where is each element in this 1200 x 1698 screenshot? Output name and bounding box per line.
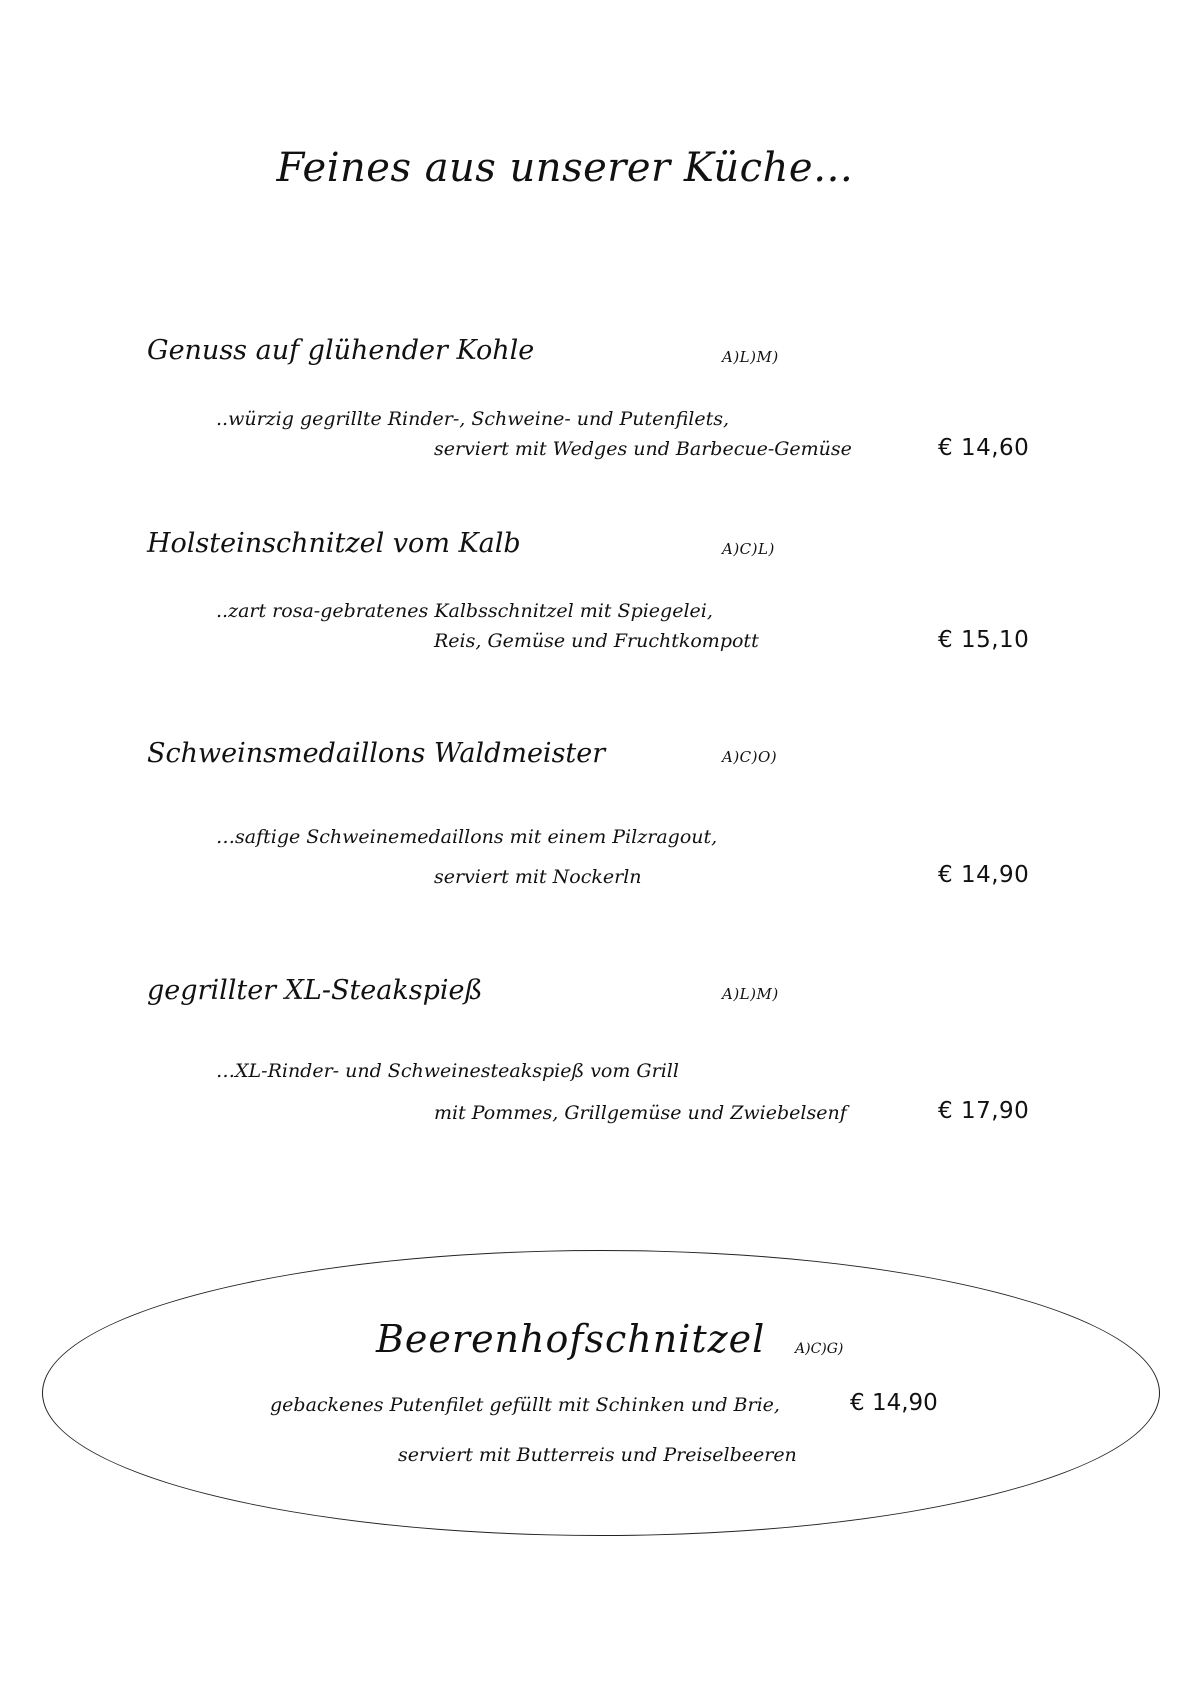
dish-description-line1: ..zart rosa-gebratenes Kalbsschnitzel mit Spiegelei, <box>216 600 713 622</box>
dish-name: Genuss auf glühender Kohle <box>147 335 535 366</box>
dish-allergens: A)C)O) <box>722 748 778 766</box>
special-dish-allergens: A)C)G) <box>795 1341 844 1357</box>
special-ellipse-frame <box>42 1250 1160 1536</box>
dish-description-line2: mit Pommes, Grillgemüse und Zwiebelsenf <box>434 1102 847 1124</box>
dish-price: € 15,10 <box>938 627 1030 653</box>
dish-allergens: A)C)L) <box>722 540 775 558</box>
dish-description-line2: serviert mit Nockerln <box>434 866 642 888</box>
dish-description-line2: Reis, Gemüse und Fruchtkompott <box>434 630 759 652</box>
special-dish-name: Beerenhofschnitzel <box>376 1317 766 1361</box>
dish-price: € 17,90 <box>938 1098 1030 1124</box>
dish-description-line1: …XL-Rinder- und Schweinesteakspieß vom Grill <box>216 1060 679 1082</box>
dish-name: Holsteinschnitzel vom Kalb <box>147 528 521 559</box>
special-dish-description-line1: gebackenes Putenfilet gefüllt mit Schinken und Brie, <box>270 1394 780 1416</box>
dish-allergens: A)L)M) <box>722 348 779 366</box>
page-title: Feines aus unserer Küche… <box>276 145 854 191</box>
dish-name: gegrillter XL-Steakspieß <box>147 975 483 1006</box>
dish-price: € 14,90 <box>938 862 1030 888</box>
dish-description-line1: ..würzig gegrillte Rinder-, Schweine- und Putenfilets, <box>216 408 730 430</box>
special-dish-description-line2: serviert mit Butterreis und Preiselbeeren <box>398 1444 797 1466</box>
special-dish-price: € 14,90 <box>850 1390 938 1416</box>
dish-description-line1: …saftige Schweinemedaillons mit einem Pilzragout, <box>216 826 718 848</box>
dish-name: Schweinsmedaillons Waldmeister <box>147 738 606 769</box>
dish-allergens: A)L)M) <box>722 985 779 1003</box>
dish-price: € 14,60 <box>938 435 1030 461</box>
dish-description-line2: serviert mit Wedges und Barbecue-Gemüse <box>434 438 852 460</box>
